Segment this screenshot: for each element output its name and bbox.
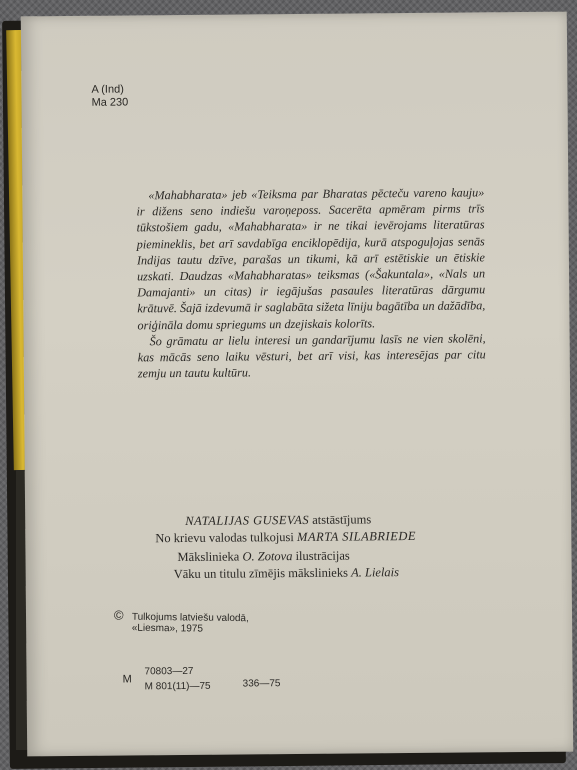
call-number-line2: Ma 230 [91,96,129,109]
code-prefix: M [122,673,132,686]
illustrated-suffix: ilustrācijas [292,548,350,564]
copyright-line2: «Liesma», 1975 [131,622,204,635]
credits-block [143,510,504,583]
illustrated-text: Mākslinieka [177,549,243,565]
retold-text: atstāstījums [309,512,372,527]
credit-cover [144,563,504,583]
call-number [91,83,128,109]
description-paragraph-2: Šo grāmatu ar lielu interesi un gandarījumu lasīs ne vien skolēni, kas mācās seno laiku vēsturi, bet arī visi, kas interesējas par citu zemju un tautu kultūru. [137,331,486,381]
illustrator-name: O. Zotova [242,549,293,564]
copyright-notice [113,607,249,635]
code-line2-suffix: 336—75 [242,678,281,690]
translated-text: No krievu valodas tulkojusi [155,530,298,546]
cover-text: Vāku un titulu zīmējis mākslinieks [173,565,352,582]
book-description [136,184,486,381]
code-line1: 70803—27 [144,665,194,678]
reteller-name: NATALIJAS GUSEVAS [185,512,310,528]
translator-name: MARTA SILABRIEDE [296,528,417,545]
copyright-line1: Tulkojums latviešu valodā, [131,611,249,625]
copyright-symbol: © [113,607,124,623]
call-number-line1: A (Ind) [91,83,124,96]
book-page [21,12,573,757]
credit-translated [143,527,503,547]
code-line2: M 801(11)—75 [144,680,211,693]
cover-artist-name: A. Lielais [351,565,400,580]
description-paragraph-1: «Mahabharata» jeb «Teiksma par Bharatas pēcteču vareno kauju» ir dižens seno indiešu varoņeposs. Sacerēta apmēram pirms trīs tūkstošiem gadu, «Mahabharata» ir ne tikai ievērojams literatūras piemineklis, bet arī savdabīga enciklopēdija, kurā atspoguļojas senās Indijas tautu dzīve, parašas un tikumi, kā arī estētiskie un ētiskie uzskati. Daudzas «Mahabharatas» teiksmas («Šakuntala», «Nals un Damajanti» un citas) ir iegājušas pasaules literatūras dārgumu krātuvē. Šajā izdevumā ir saglabāta sižeta līniju bagātība un dažādība, oriģināla domu spriegums un dzejiskais kolorīts. [136,185,486,333]
